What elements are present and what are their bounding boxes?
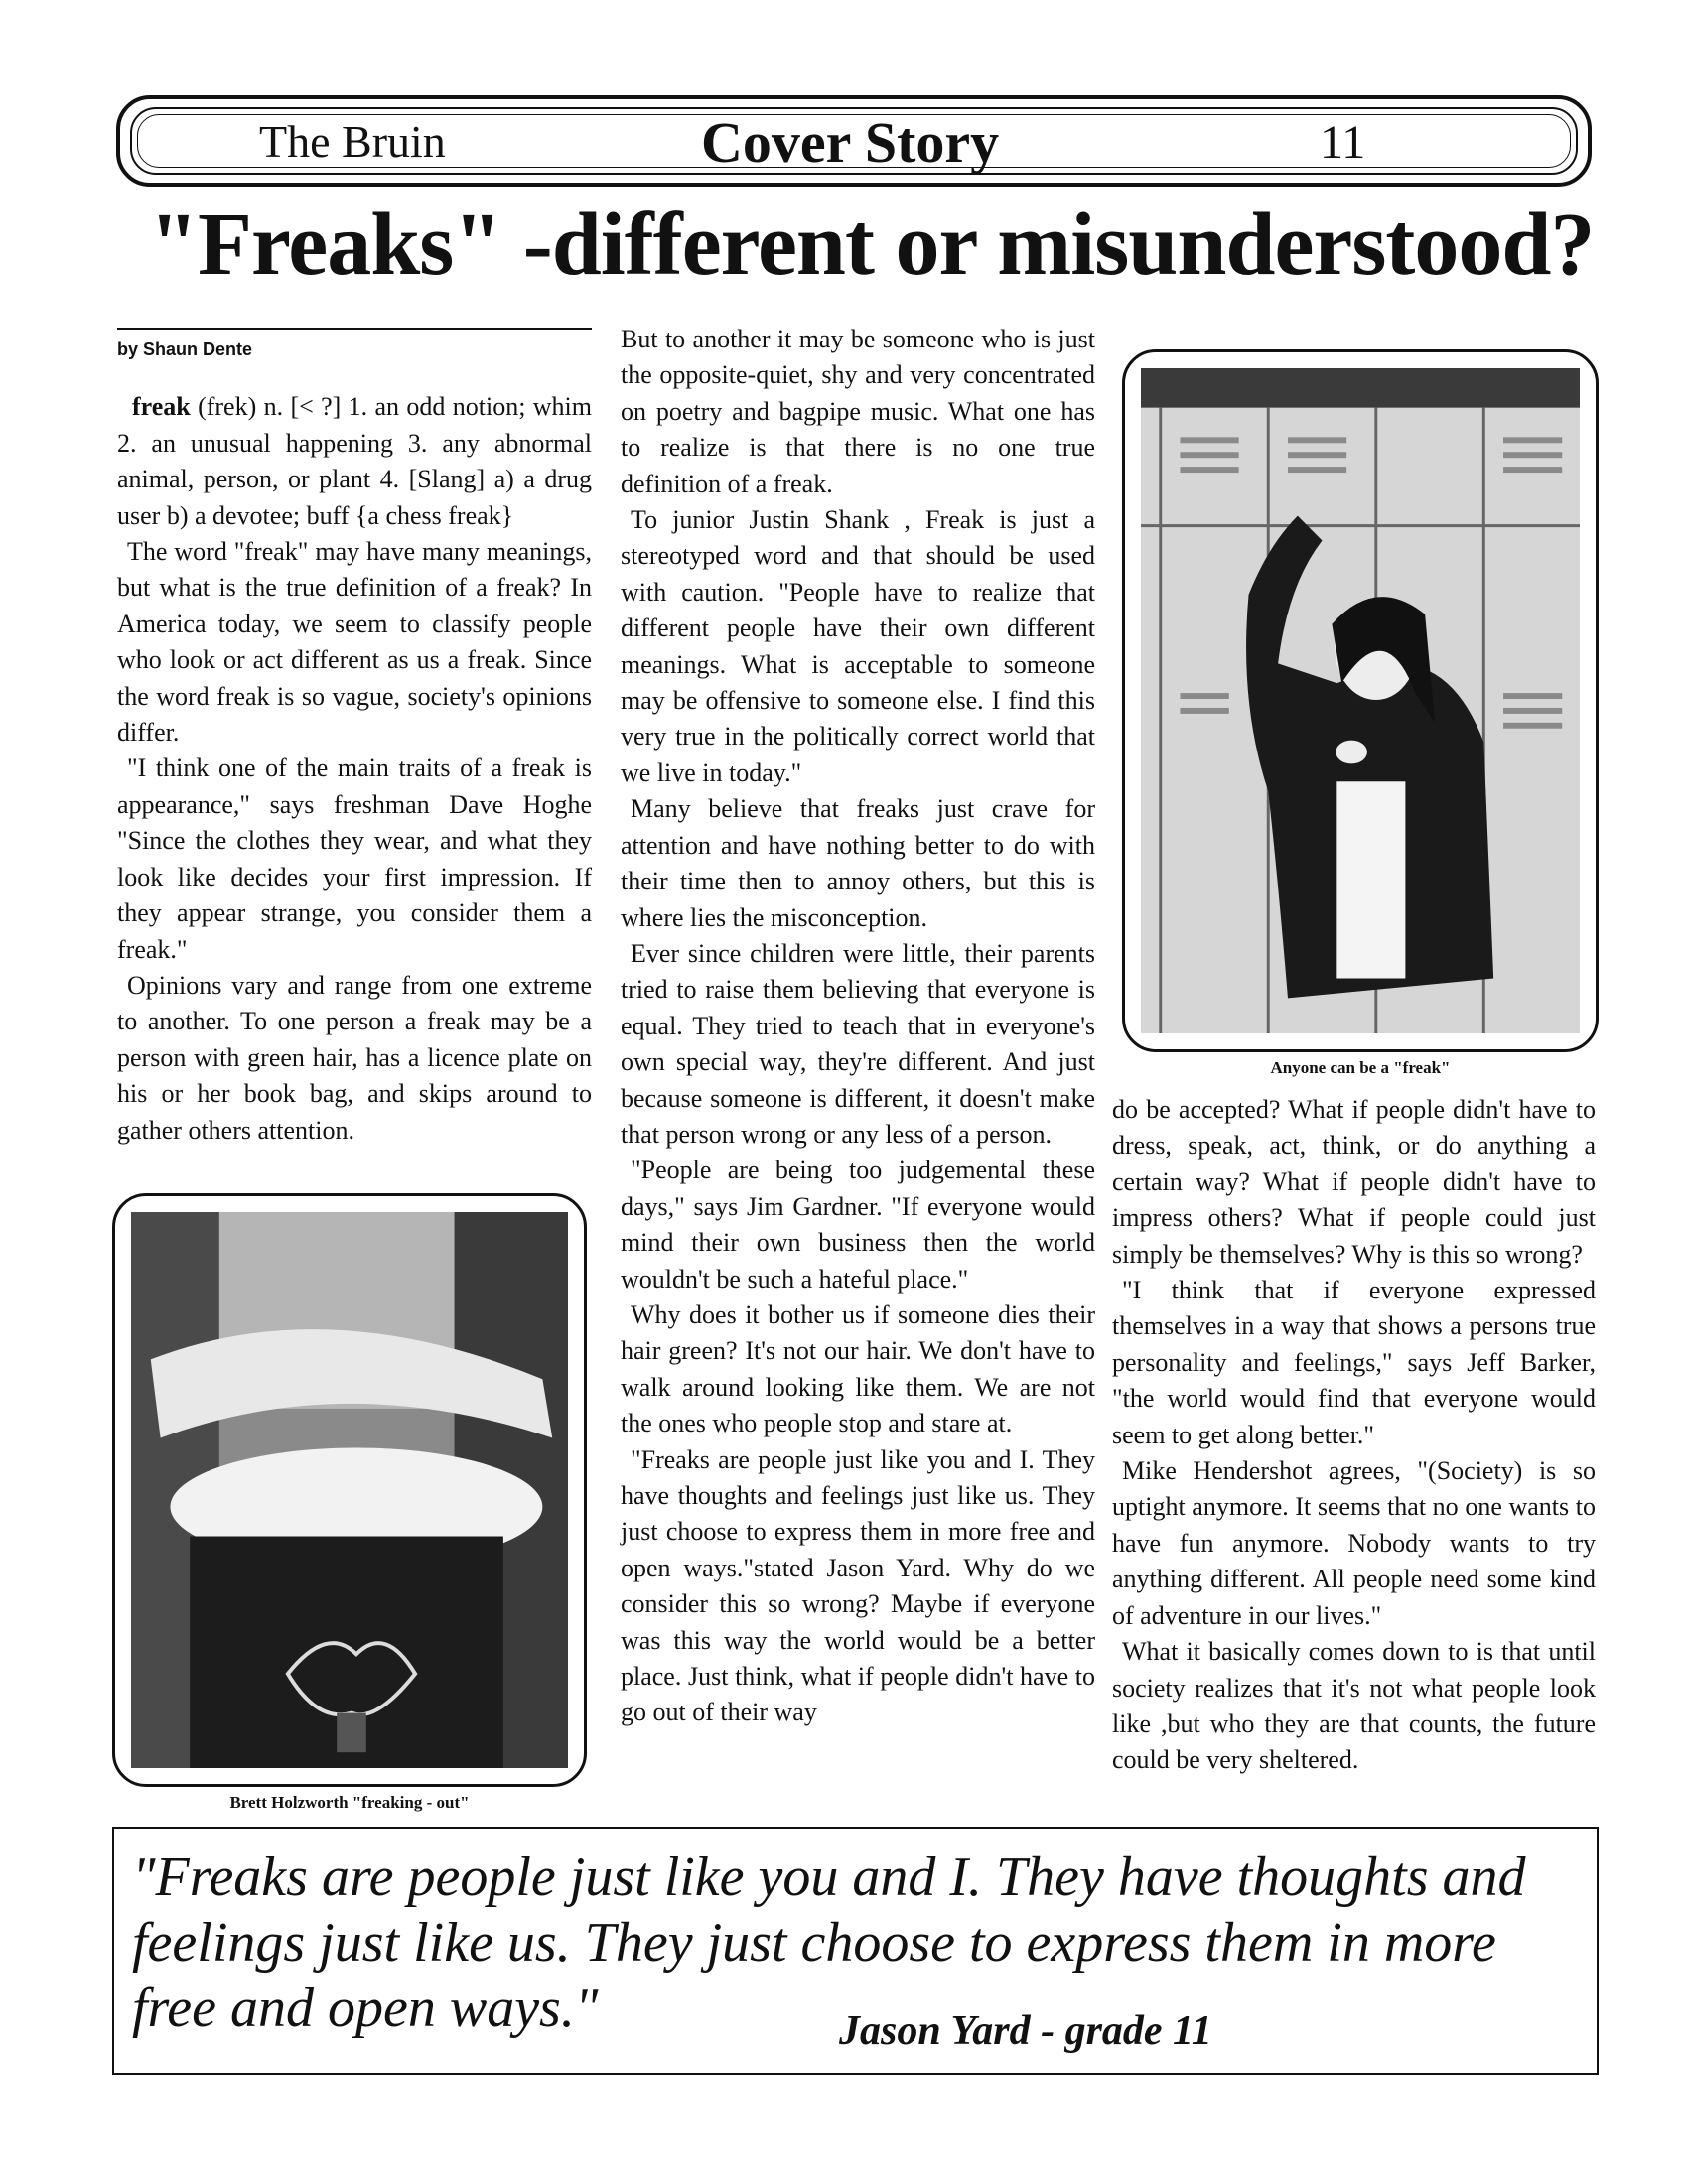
paragraph: Opinions vary and range from one extreme to another. To one person a freak may be a person with green hair, has a licence plate on his or her book bag, and skips around to gather others attention. <box>117 970 592 1145</box>
paragraph: What it basically comes down to is that until society realizes that it's not what people look like ,but who they are that counts, the future could be very sheltered. <box>1112 1637 1596 1775</box>
paragraph: To junior Justin Shank , Freak is just a stereotyped word and that should be used with caution. "People have to realize that different people have their own different meanings. What is acceptable to someone may be offensive to someone else. I find this very true in the politically correct world that we live in today." <box>621 505 1095 787</box>
paragraph: "Freaks are people just like you and I. They have thoughts and feelings just like us. They just choose to express them in more free and open ways."stated Jason Yard. Why do we consider this so wrong? Maybe if everyone was this way the world would be a better place. Just think, what if people didn't have to go out of their way <box>621 1444 1095 1727</box>
pull-quote-box <box>112 1827 1599 2075</box>
article-column-2 <box>621 322 1095 1731</box>
article-column-1 <box>117 328 592 1149</box>
paragraph: Many believe that freaks just crave for attention and have nothing better to do with their time then to annoy others, but this is where lies the misconception. <box>621 794 1095 932</box>
photo-image <box>1141 368 1580 1033</box>
byline: by Shaun Dente <box>117 328 592 367</box>
definition-word: freak <box>132 392 191 422</box>
paragraph: "I think that if everyone expressed themselves in a way that shows a persons true personality and feelings," says Jeff Barker, "the world would find that everyone would seem to get along better." <box>1112 1276 1596 1449</box>
article-column-3 <box>1112 1092 1596 1779</box>
section-title: Cover Story <box>701 110 1000 175</box>
paragraph: do be accepted? What if people didn't have to dress, speak, act, think, or do anything a certain way? What if people didn't have to impress others? What if people could just simply be themselves? Why is this so wrong? <box>1112 1095 1596 1269</box>
paragraph: "People are being too judgemental these days," says Jim Gardner. "If everyone would mind their own business then the world wouldn't be such a hateful place." <box>621 1156 1095 1294</box>
header-banner <box>116 95 1592 187</box>
paragraph: Why does it bother us if someone dies their hair green? It's not our hair. We don't have to walk around looking like them. We are not the ones who people stop and stare at. <box>621 1299 1095 1438</box>
photo-illustration <box>131 1212 568 1768</box>
photo-image <box>131 1212 568 1768</box>
photo-brett-holzworth <box>112 1193 587 1787</box>
caption-photo-1: Anyone can be a "freak" <box>1270 1058 1451 1077</box>
definition-text: (frek) n. [< ?] 1. an odd notion; whim 2. an unusual happening 3. any abnormal animal, person, or plant 4. [Slang] a) a drug user b) a devotee; buff {a chess freak} <box>117 392 592 530</box>
paragraph: Mike Hendershot agrees, "(Society) is so uptight anymore. It seems that no one wants to have fun anymore. Nobody wants to try anything different. All people need some kind of adventure in our lives." <box>1112 1456 1596 1630</box>
photo-lockers <box>1122 349 1599 1052</box>
page-number: 11 <box>1320 116 1366 169</box>
paragraph: But to another it may be someone who is just the opposite-quiet, shy and very concentrated on poetry and bagpipe music. What one has to realize is that there is no one true definition of a freak. <box>621 325 1095 498</box>
paragraph: "I think one of the main traits of a freak is appearance," says freshman Dave Hoghe "Since the clothes they wear, and what they look like decides your first impression. If they appear strange, you consider them a freak." <box>117 753 592 964</box>
photo-illustration <box>1141 368 1580 1033</box>
publication-name: The Bruin <box>259 116 446 167</box>
pull-quote-attribution: Jason Yard - grade 11 <box>839 2008 1212 2054</box>
caption-photo-2: Brett Holzworth "freaking - out" <box>229 1793 470 1812</box>
dictionary-definition <box>117 389 592 534</box>
paragraph: Ever since children were little, their parents tried to raise them believing that everyone is equal. They tried to teach that in everyone's own special way, they're different. And just because someone is different, it doesn't make that person wrong or any less of a person. <box>621 938 1095 1149</box>
headline: "Freaks" -different or misunderstood? <box>149 196 1595 294</box>
paragraph: The word "freak" may have many meanings, but what is the true definition of a freak? In America today, we seem to classify people who look or act different as us a freak. Since the word freak is so vague, society's opinions differ. <box>117 537 592 748</box>
pull-quote-text: "Freaks are people just like you and I. They have thoughts and feelings just like us. They just choose to express them in more free and open ways." <box>132 1846 1526 2039</box>
